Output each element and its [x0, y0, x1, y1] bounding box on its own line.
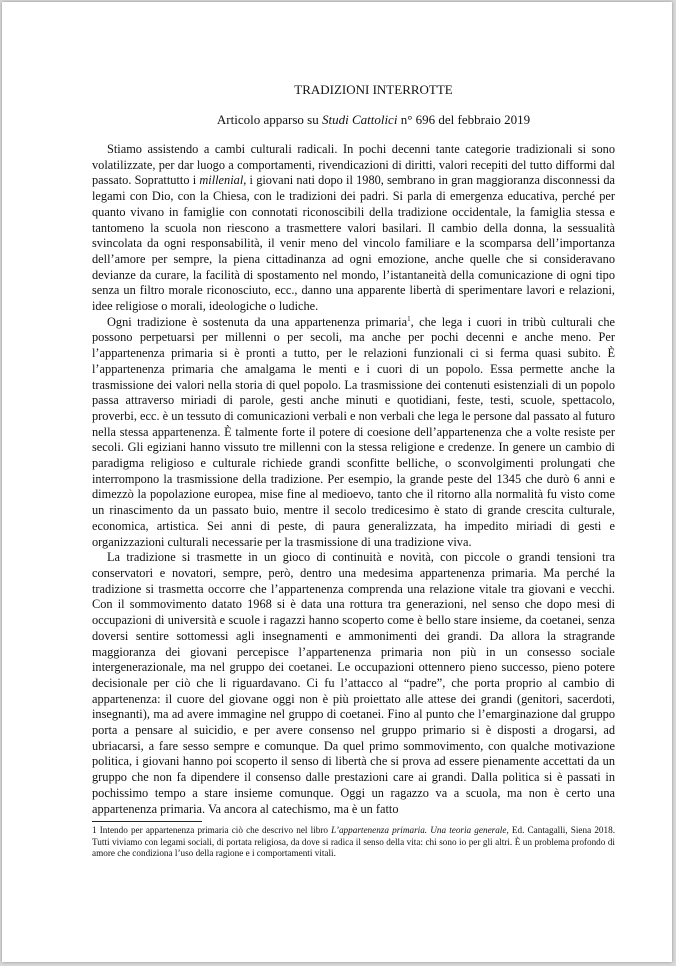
subtitle-prefix: Articolo apparso su — [216, 112, 322, 127]
paragraph-2-text-b: , che lega i cuori in tribù culturali che possono perpetuarsi per millenni o per secoli, ma anche per pochi decenni e anche meno. Per l’appartenenza primaria si è pronti a tutto, per le relazioni funzionali ci si ferma quasi subito. È l’appartenenza primaria che amalgama le menti e i cuori di un popolo. Essa permette anche la trasmissione dei valori nella storia di quel popolo. La trasmissione dei contenuti esistenziali di un popolo passa attraverso miriadi di parole, gesti anche minuti e quotidiani, feste, testi, scuole, spettacolo, proverbi, ecc. è un tessuto di comunicazioni verbali e non verbali che lega le persone dal passato al futuro nella stessa appartenenza. È talmente forte il potere di coesione dell’appartenenza che a volte resiste per secoli. Gli egiziani hanno vissuto tre millenni con la stessa religione e credenze. In genere un cambio di paradigma religioso e culturale richiede grandi sconfitte belliche, o sconvolgimenti prolungati che interrompono la trasmissione della tradizione. Per esempio, la grande peste del 1345 che durò 6 anni e dimezzò la popolazione europea, mise fine al medioevo, tanto che il ritorno alla normalità fu visto come un rinascimento da un passato buio, mentre il secolo tredicesimo è stato di grande crescita culturale, economica, artistica. Sei anni di peste, di paura generalizzata, ha impedito miriadi di gesti e organizzazioni culturali necessarie per la trasmissione di una tradizione viva. — [92, 314, 615, 549]
page-content — [92, 82, 615, 860]
paragraph-3: La tradizione si trasmette in un gioco di continuità e novità, con piccole o grandi tensioni tra conservatori e novatori, sempre, però, dentro una medesima appartenenza primaria. Ma perché la tradizione si trasmetta occorre che l’appartenenza comprenda una relazione vitale tra giovani e vecchi. Con il sommovimento datato 1968 si è data una rottura tra generazioni, nel senso che dopo mesi di occupazioni di università e scuole i ragazzi hanno scoperto come è bello stare insieme, da coetanei, senza doversi sentire sottomessi agli insegnamenti e ammonimenti dei grandi. Da allora la stragrande maggioranza dei giovani percepisce l’appartenenza primaria non più in un consesso sociale intergenerazionale, ma nel gruppo dei coetanei. Le occupazioni ottennero pieno successo, pieno potere decisionale per ciò che li riguardavano. Ci fu l’attacco al “padre”, che porta proprio al cambio di appartenenza: il cuore del giovane oggi non è più proiettato alle attese dei grandi (genitori, sacerdoti, insegnanti), ma ad avere immagine nel gruppo di coetanei. Fino al punto che l’emarginazione dal gruppo porta a pensare al suicidio, e per avere consenso nel gruppo primario si è disposti a drogarsi, ad ubriacarsi, a fare sesso sempre e comunque. Da quel primo sommovimento, con qualche motivazione politica, i giovani hanno poi scoperto il senso di libertà che si prova ad essere pienamente accettati da un gruppo che non fa dipendere il consenso dalle prestazioni care ai grandi. Dalla politica si è passati in pochissimo tempo a stare insieme comunque. Oggi un ragazzo va a scuola, ma non è certo una appartenenza primaria. Va ancora al catechismo, ma è un fatto — [92, 550, 615, 816]
footnote-text-a: 1 Intendo per appartenenza primaria ciò che descrivo nel libro — [92, 825, 332, 836]
footnote-divider — [92, 821, 202, 822]
article-subtitle — [92, 112, 615, 128]
paragraph-1-text-a: Stiamo assistendo a cambi culturali radicali. In pochi decenni tante categorie tradizionali si sono volatilizzate, per dar luogo a comportamenti, rivendicazioni di diritti, valori recepiti del tutto difformi dal passato. Soprattutto i — [92, 142, 615, 188]
paragraph-1-text-b: , i giovani nati dopo il 1980, sembrano in gran maggioranza disconnessi da legami con Dio, con la Chiesa, con le tradizioni dei padri. Si parla di emergenza educativa, perché per quanto vivano in famiglie con connotati riconoscibili della tradizione occidentale, la famiglia stessa e tantomeno la scuola non riescono a trasmettere valori basilari. Il cambio della donna, la sessualità svincolata da ogni responsabilità, il venir meno del vincolo familiare e la scomparsa dell’importanza dell’amore per sempre, la piena cittadinanza ad ogni emozione, anche quelle che si consideravano devianze da curare, la facilità di spostamento nel mondo, l’istantaneità della comunicazione di ogni tipo senza un filtro morale riconosciuto, ecc., danno una apparente libertà di sperimentare lavori e relazioni, idee religiose o morali, ideologiche o ludiche. — [92, 173, 615, 314]
document-page — [2, 2, 672, 962]
footnote — [92, 825, 615, 860]
article-title: TRADIZIONI INTERROTTE — [294, 82, 453, 97]
paragraph-1 — [92, 142, 615, 315]
journal-name: Studi Cattolici — [321, 112, 398, 127]
footnote-book-title: L’appartenenza primaria. Una teoria generale — [331, 825, 507, 836]
paragraph-2 — [92, 315, 615, 551]
paragraph-1-emphasis: millenial — [199, 173, 244, 188]
paragraph-2-text-a: Ogni tradizione è sostenuta da una appartenenza primaria — [107, 314, 408, 329]
footnote-reference[interactable]: 1 — [407, 314, 411, 323]
footnote-text-b: , Ed. Cantagalli, Siena 2018. Tutti viviamo con legami sociali, di portata religiosa, da dove si radica il senso della vita: chi sono io per gli altri. È un problema profondo di amore che condiziona l’uso della ragione e i comportamenti vitali. — [92, 825, 615, 859]
subtitle-suffix: n° 696 del febbraio 2019 — [397, 112, 531, 127]
